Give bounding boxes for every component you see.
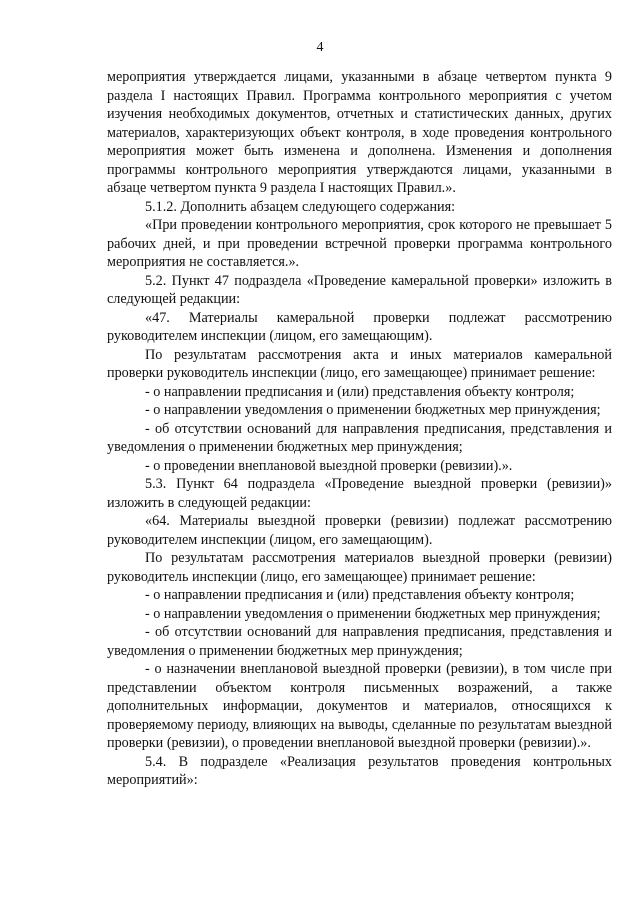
list-item-unscheduled-audit: - о проведении внеплановой выездной проверки (ревизии).». xyxy=(145,457,513,474)
paragraph-desk-audit-decision: По результатам рассмотрения акта и иных материалов камеральной проверки руководитель инспекции (лицо, его замещающее) принимает решение: xyxy=(107,346,612,381)
paragraph-5-1-2: 5.1.2. Дополнить абзацем следующего содержания: xyxy=(145,198,456,215)
paragraph-5-4: 5.4. В подразделе «Реализация результатов проведения контрольных мероприятий»: xyxy=(107,753,612,788)
paragraph-continuation: мероприятия утверждается лицами, указанными в абзаце четвертом пункта 9 раздела I настоящих Правил. Программа контрольного мероприятия с учетом изучения необходимых документов, отчетных и статистических данных, других материалов, характеризующих объект контроля, в ходе проведения контрольного мероприятия может быть изменена и дополнена. Изменения и дополнения программы контрольного мероприятия утверждаются лицами, указанными в абзаце четвертом пункта 9 раздела I настоящих Правил.». xyxy=(107,69,612,196)
list-item-prescription: - о направлении предписания и (или) представления объекту контроля; xyxy=(145,383,575,400)
paragraph-64: «64. Материалы выездной проверки (ревизии) подлежат рассмотрению руководителем инспекции (лицом, его замещающим). xyxy=(107,513,612,548)
list-item-no-grounds-2: - об отсутствии оснований для направления предписания, представления и уведомления о применении бюджетных мер принуждения; xyxy=(107,624,612,659)
list-item-notification: - о направлении уведомления о применении бюджетных мер принуждения; xyxy=(145,402,601,418)
list-item-notification-2: - о направлении уведомления о применении бюджетных мер принуждения; xyxy=(145,605,601,622)
paragraph-quote-program: «При проведении контрольного мероприятия, срок которого не превышает 5 рабочих дней, и при проведении встречной проверки программа контрольного мероприятия не составляется.». xyxy=(107,217,612,270)
paragraph-5-2: 5.2. Пункт 47 подраздела «Проведение камеральной проверки» изложить в следующей редакции: xyxy=(107,272,612,307)
page-number: 4 xyxy=(316,40,324,55)
paragraph-47: «47. Материалы камеральной проверки подлежат рассмотрению руководителем инспекции (лицом, его замещающим). xyxy=(107,309,612,344)
list-item-prescription-2: - о направлении предписания и (или) представления объекту контроля; xyxy=(145,587,575,603)
paragraph-5-3: 5.3. Пункт 64 подраздела «Проведение выездной проверки (ревизии)» изложить в следующей редакции: xyxy=(107,476,612,511)
list-item-appoint-audit: - о назначении внеплановой выездной проверки (ревизии), в том числе при представлении объектом контроля письменных возражений, а также дополнительных информации, документов и материалов, относящихся к проверяемому периоду, влияющих на выводы, сделанные по результатам выездной проверки (ревизии), о проведении внеплановой выездной проверки (ревизии).». xyxy=(107,661,612,751)
list-item-no-grounds: - об отсутствии оснований для направления предписания, представления и уведомления о применении бюджетных мер принуждения; xyxy=(107,420,612,455)
paragraph-field-audit-decision: По результатам рассмотрения материалов выездной проверки (ревизии) руководитель инспекции (лицо, его замещающее) принимает решение: xyxy=(107,550,612,585)
document-body xyxy=(107,68,612,790)
